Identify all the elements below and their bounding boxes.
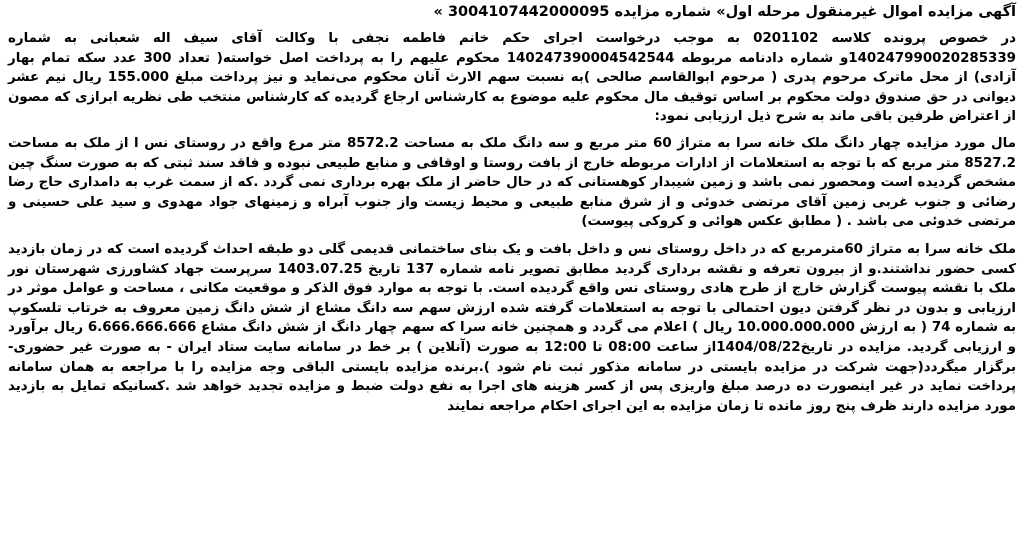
notice-paragraph-auction-terms: ملک خانه سرا به متراژ 60مترمربع که در داخل روستای نس و داخل بافت و یک بنای ساختمانی قدیمی گلی دو طبقه احداث گردیده است که در زمان بازدید کسی حضور نداشتند.و از بیرون تعرفه و نقشه برداری گردید مطابق تصویر نامه شماره 137 تاریخ 1403.07.25 سرپرست جهاد کشاورزی شهرستان نور ملک با نقشه پیوست گزارش خارج از طرح هادی روستای نس واقع گردیده است. با توجه به موارد فوق الذکر و موقعیت مکانی ، مساحت و عوامل موثر در ارزیابی و بدون در نظر گرفتن دیون احتمالی با توجه به استعلامات گرفته شده ارزش سهم سه دانگ مشاع از شش دانگ زمین معروف به خرتاب تلسکوپ به شماره 74 ( به ارزش 10.000.000.000 ریال ) اعلام می گردد و همچنین خانه سرا که سهم چهار دانگ از شش دانگ مشاع 6.666.666.666 ریال برآورد و ارزیابی گردید. مزایده در تاریخ1404/08/22از ساعت 08:00 تا 12:00 به صورت (آنلاین ) بر خط در سامانه سایت ستاد ایران - به صورت غیر حضوری- برگزار میگردد(جهت شرکت در مزایده بایستی در سامانه مذکور ثبت نام شود ).برنده مزایده بایستی الباقی وجه مزایده را با مراجعه به همان سامانه پرداخت نماید در غیر اینصورت ده درصد مبلغ واریزی پس از کسر هزینه های اجرا به نفع دولت ضبط و مزایده تجدید خواهد شد .کسانیکه تمایل به بازدید مورد مزایده دارند ظرف پنج روز مانده تا زمان مزایده به این اجرای احکام مراجعه نمایند — [8, 241, 1017, 414]
notice-paragraph-case: در خصوص پرونده کلاسه 0201102 به موجب درخواست اجرای حکم خانم فاطمه نجفی با وکالت آقای سیف اله شعبانی به شماره 140247990020285339و شماره دادنامه مربوطه 140247390004542544 محکوم علیهم را به پرداخت اصل خواسته( تعداد 300 عدد سکه تمام بهار آزادی) از محل ماترک مرحوم پدری ( مرحوم ابوالقاسم صالحی )به نسبت سهم الارث آنان محکوم می‌نماید و نیز پرداخت مبلغ 155.000 ریال نیم عشر دیوانی در حق صندوق دولت محکوم بر اساس توقیف مال محکوم علیه موضوع به کارشناس ارجاع گردیده که کارشناس منتخب طی نظریه ابرازی که مصون از اعتراض طرفین باقی ماند به شرح ذیل ارزیابی نمود: — [8, 31, 1017, 125]
notice-title: آگهی مزایده اموال غیرمنقول مرحله اول» شماره مزایده 3004107442000095 » — [433, 4, 1016, 20]
notice-paragraph-property: مال مورد مزایده چهار دانگ ملک خانه سرا به متراژ 60 متر مربع و سه دانگ ملک به مساحت 8572.2 متر مرع واقع در روستای نس ا از ملک به مساحت 8527.2 متر مربع که با توجه به استعلامات از ادارات مربوطه خارج از بافت روستا و اوقافی و منابع طبیعی نبوده و فاقد سند ثبتی که به صورت سنگ چین مشخص گردیده است ومحصور نمی باشد و زمین شیبدار کوهستانی که در حال حاضر از ملک بهره برداری نمی گردد .که از سمت غرب به دامداری حاج رضا رضائی و جنوب غربی زمین آقای مرتضی خدوئی و از شرق منابع طبیعی و محیط زیست واز جنوب آبراه و زمینهای جواد مهدوی و سید علی حسینی و مرتضی خدوئی می باشد . ( مطابق عکس هوائی و کروکی پیوست) — [8, 135, 1016, 230]
